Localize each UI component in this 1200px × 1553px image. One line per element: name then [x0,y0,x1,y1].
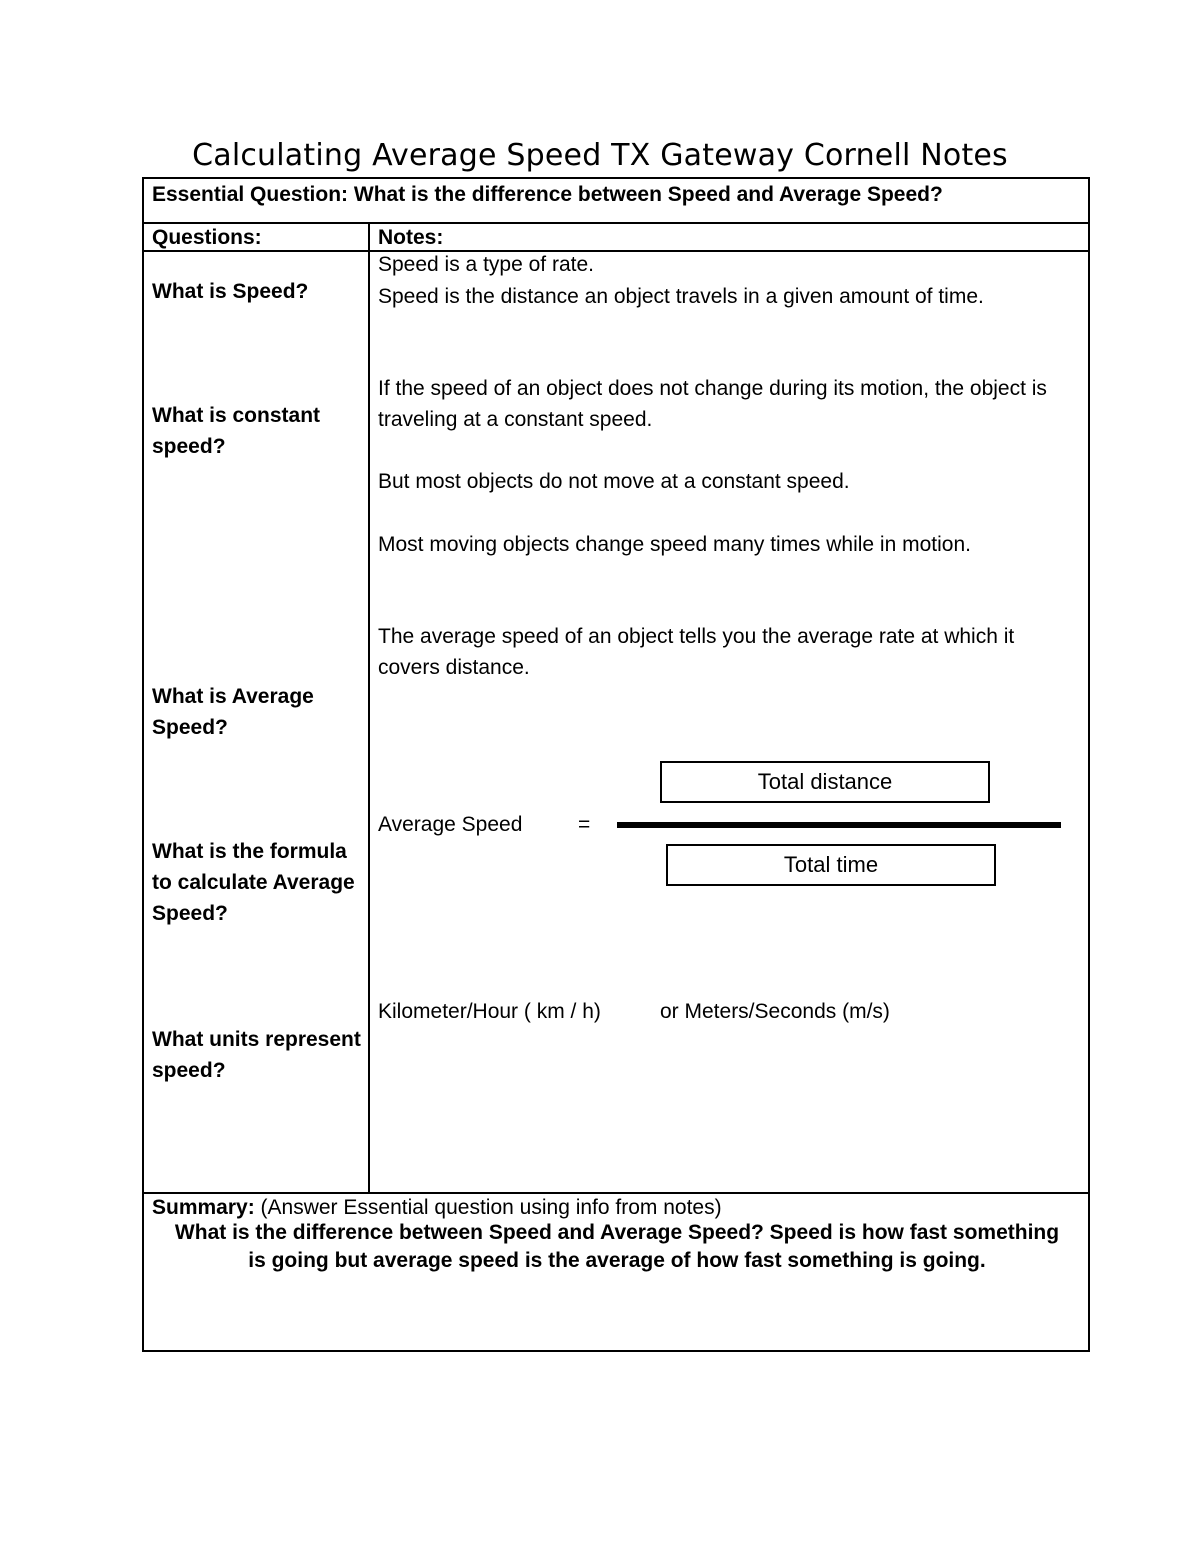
note-constant-speed: If the speed of an object does not change during its motion, the object is traveling at a constant speed. [378,377,1047,431]
summary-hint: (Answer Essential question using info from notes) [254,1196,722,1219]
essential-question [152,179,943,210]
formula-denominator-box: Total time [666,844,996,886]
note-average-speed: The average speed of an object tells you the average rate at which it covers distance. [378,625,1015,679]
essential-question-label: Essential Question: [152,183,349,206]
fraction-bar [617,822,1061,828]
essential-question-text: What is the difference between Speed and Average Speed? [348,183,943,206]
summary-label: Summary: [152,1196,255,1219]
notes-header: Notes: [378,226,444,249]
summary-answer: What is the difference between Speed and Average Speed? Speed is how fast something is going but average speed is the average of how fast something is going. [174,1221,1060,1272]
note-speed-definition: Speed is the distance an object travels in a given amount of time. [378,285,984,308]
questions-header: Questions: [152,226,262,249]
cornell-notes-table [142,177,1090,1352]
note-speed-rate: Speed is a type of rate. [378,253,594,276]
divider-header-top [144,222,1088,224]
question-units: What units represent speed? [152,1028,361,1082]
question-speed: What is Speed? [152,280,309,303]
note-not-constant: But most objects do not move at a constant speed. [378,470,850,493]
units-kmh: Kilometer/Hour ( km / h) [378,1000,601,1023]
formula-lhs: Average Speed [378,813,523,836]
question-constant-speed: What is constant speed? [152,404,321,458]
note-change-speed: Most moving objects change speed many times while in motion. [378,533,971,556]
question-formula: What is the formula to calculate Average Speed? [152,840,355,925]
units-ms: or Meters/Seconds (m/s) [660,1000,890,1023]
formula-equals: = [578,813,591,836]
formula-numerator-box: Total distance [660,761,990,803]
page-title: Calculating Average Speed TX Gateway Cornell Notes [192,138,1008,173]
question-average-speed: What is Average Speed? [152,685,314,739]
column-divider [368,222,370,1192]
